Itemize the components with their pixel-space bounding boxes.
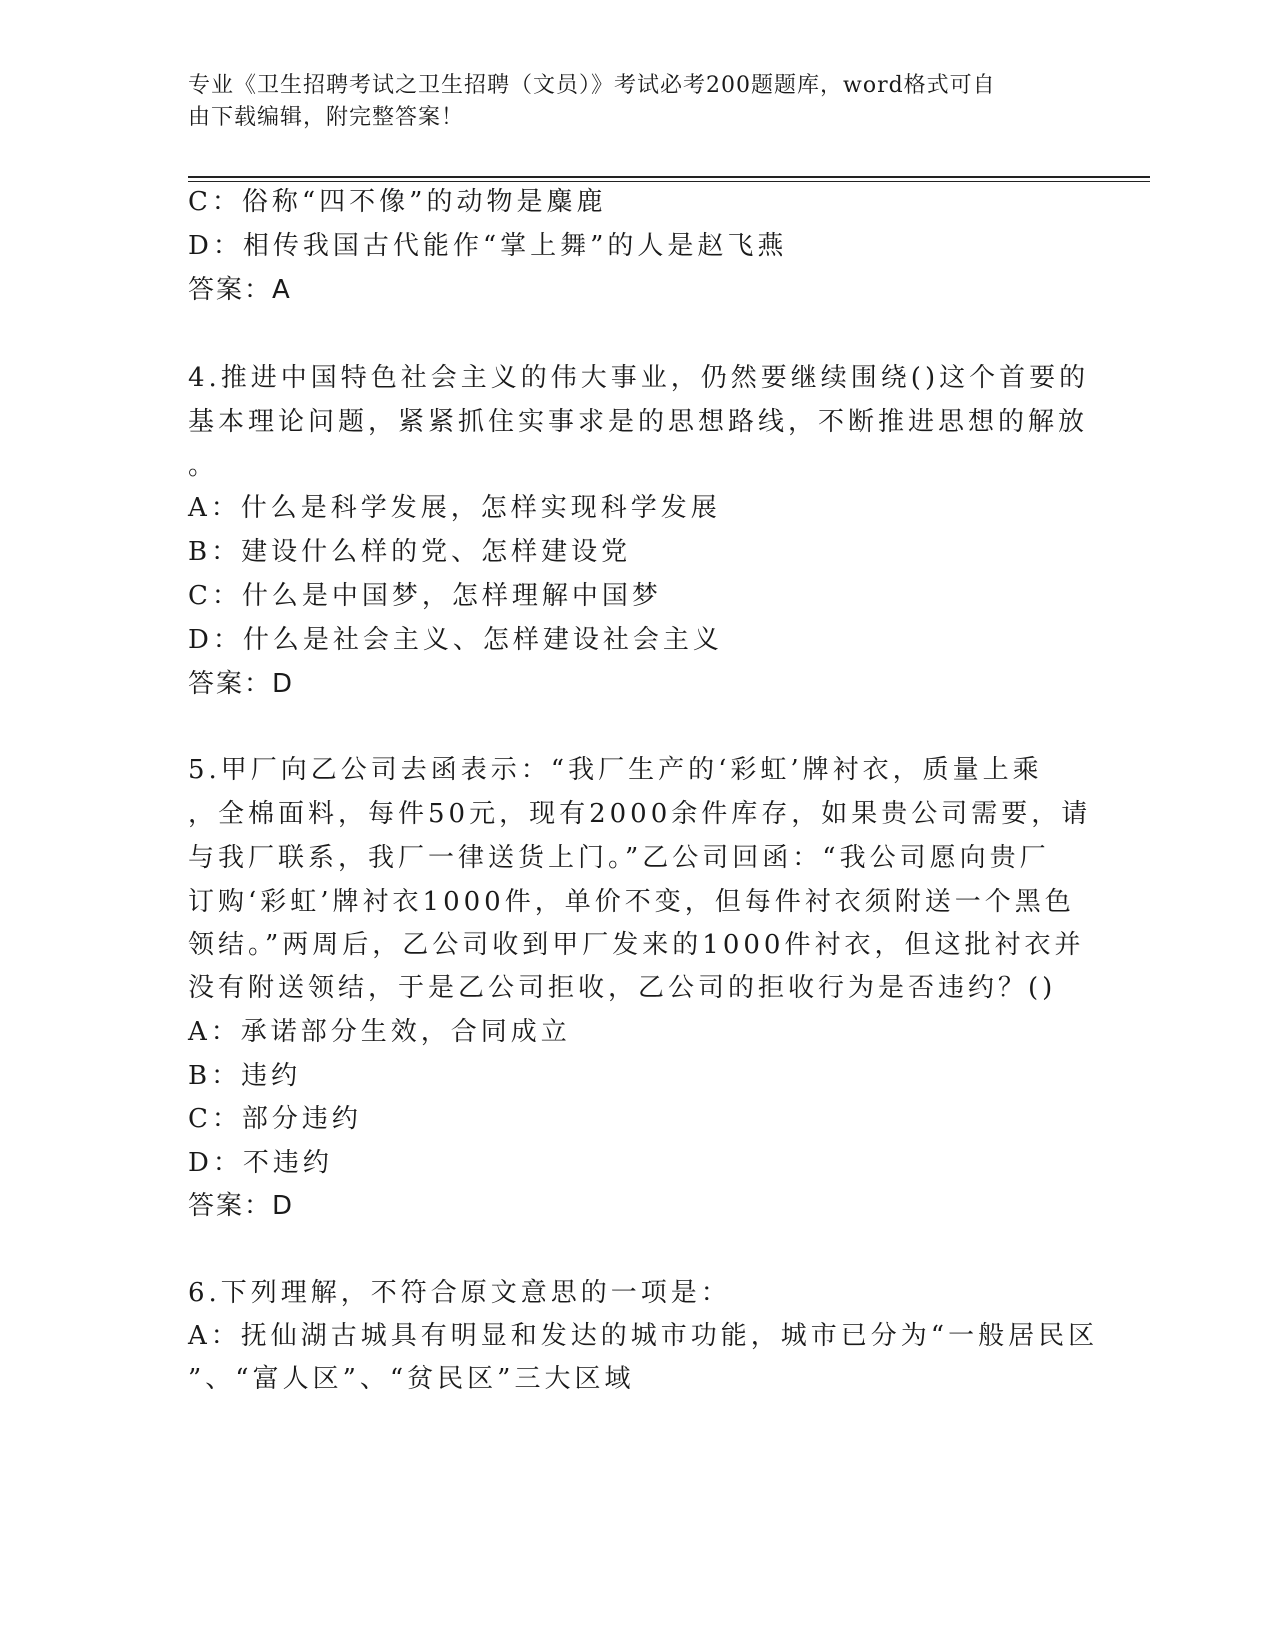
q5-stem-line-3: 与我厂联系，我厂一律送货上门。”乙公司回函：“我公司愿向贵厂 (188, 843, 1050, 873)
q4-option-d: D：什么是社会主义、怎样建设社会主义 (188, 625, 723, 655)
q5-option-c: C：部分违约 (188, 1104, 362, 1134)
q4-option-c: C：什么是中国梦，怎样理解中国梦 (188, 581, 662, 611)
q5-option-a: A：承诺部分生效，合同成立 (188, 1017, 571, 1047)
q4-stem-line-1: 4.推进中国特色社会主义的伟大事业，仍然要继续围绕()这个首要的 (188, 363, 1090, 393)
q4-answer: 答案：D (188, 669, 295, 699)
header-line-1: 专业《卫生招聘考试之卫生招聘（文员）》考试必考200题题库，word格式可自 (188, 73, 996, 98)
q5-option-b: B：违约 (188, 1061, 302, 1091)
q4-option-b: B：建设什么样的党、怎样建设党 (188, 537, 632, 567)
q4-option-a: A：什么是科学发展，怎样实现科学发展 (188, 493, 721, 523)
q6-option-a-line-1: A：抚仙湖古城具有明显和发达的城市功能，城市已分为“一般居民区 (188, 1321, 1099, 1351)
q4-stem-line-2: 基本理论问题，紧紧抓住实事求是的思想路线，不断推进思想的解放 (188, 407, 1089, 437)
q6-stem: 6.下列理解，不符合原文意思的一项是： (188, 1278, 731, 1308)
q5-answer: 答案：D (188, 1191, 295, 1221)
q3-answer: 答案：A (188, 275, 292, 305)
q5-stem-line-1: 5.甲厂向乙公司去函表示：“我厂生产的‘彩虹’牌衬衣，质量上乘 (188, 755, 1043, 785)
q5-stem-line-2: ，全棉面料，每件50元，现有2000余件库存，如果贵公司需要，请 (188, 799, 1092, 829)
header-divider-thick (188, 176, 1150, 178)
q6-option-a-line-2: ”、“富人区”、“贫民区”三大区域 (188, 1364, 635, 1394)
q5-stem-line-6: 没有附送领结，于是乙公司拒收，乙公司的拒收行为是否违约？() (188, 973, 1057, 1003)
q5-stem-line-5: 领结。”两周后，乙公司收到甲厂发来的1000件衬衣，但这批衬衣并 (188, 930, 1085, 960)
q5-option-d: D：不违约 (188, 1148, 333, 1178)
q4-stem-line-3: 。 (188, 451, 219, 481)
document-header (188, 70, 1068, 134)
q3-option-c: C：俗称“四不像”的动物是麋鹿 (188, 187, 607, 217)
q5-stem-line-4: 订购‘彩虹’牌衬衣1000件，单价不变，但每件衬衣须附送一个黑色 (188, 887, 1075, 917)
q3-option-d: D：相传我国古代能作“掌上舞”的人是赵飞燕 (188, 231, 788, 261)
header-line-2: 由下载编辑，附完整答案！ (188, 105, 465, 130)
